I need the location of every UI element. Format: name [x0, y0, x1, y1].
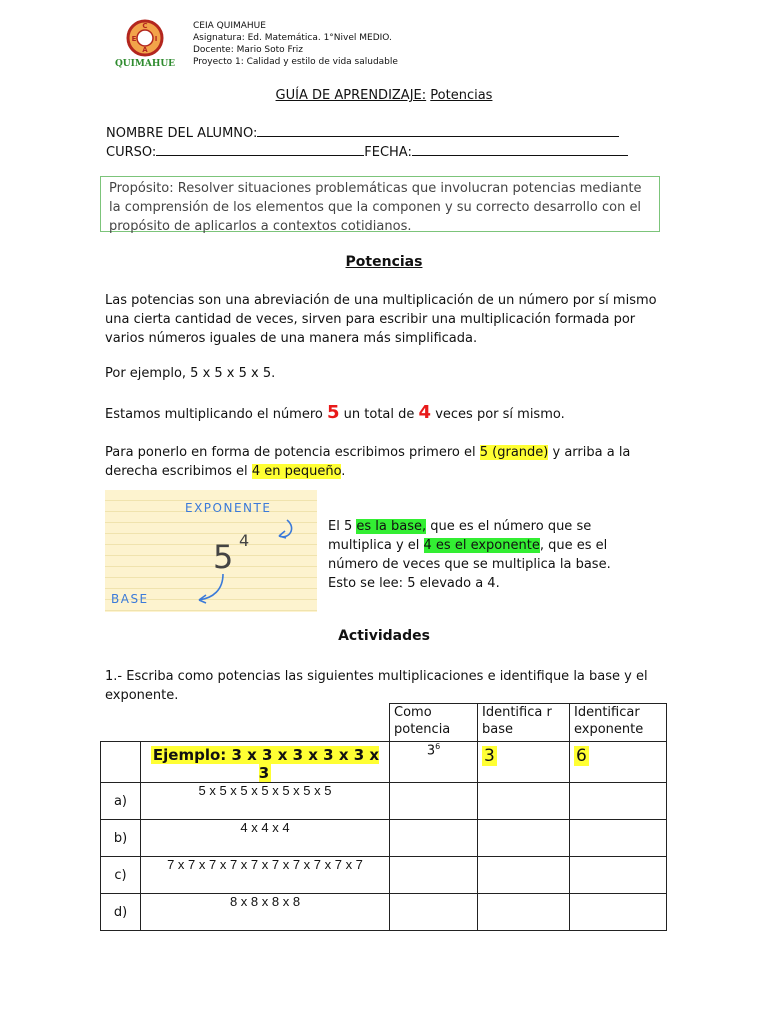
explanation-highlight-exponent: 4 es el exponente [423, 538, 540, 553]
header-teacher: Docente: Mario Soto Friz [193, 45, 303, 55]
table-row-example [101, 742, 667, 783]
activity-table [100, 703, 667, 931]
purpose-box: Propósito: Resolver situaciones problemáticas que involucran potencias mediante la comprensión de los elementos que la componen y su correcto desarrollo con el propósito de aplicarlos a contextos cotidianos. [100, 176, 660, 232]
row-letter: d) [101, 894, 141, 931]
header-subject: Asignatura: Ed. Matemática. 1°Nivel MEDIO. [193, 33, 392, 43]
mult-text-1: Estamos multiplicando el número [105, 407, 323, 422]
answer-base-cell[interactable] [478, 783, 570, 820]
row-expression: 4 x 4 x 4 [141, 820, 390, 857]
table-row [101, 894, 667, 931]
intro-paragraph: Las potencias son una abreviación de una multiplicación de un número por sí mismo una cierta cantidad de veces, sirven para escribir una multiplicación formada por varios números iguales de una manera más simplificada. [105, 293, 657, 346]
row-expression: 8 x 8 x 8 x 8 [141, 894, 390, 931]
row-expression: 7 x 7 x 7 x 7 x 7 x 7 x 7 x 7 x 7 x 7 [141, 857, 390, 894]
school-logo [112, 18, 178, 68]
course-label: CURSO: [106, 145, 157, 160]
activity-instruction: 1.- Escriba como potencias las siguientes multiplicaciones e identifique la base y el exponente. [105, 669, 648, 703]
example-exponent: 6 [576, 746, 587, 766]
table-row [101, 857, 667, 894]
answer-base-cell[interactable] [478, 820, 570, 857]
answer-power-cell[interactable] [390, 857, 478, 894]
guide-title-prefix: GUÍA DE APRENDIZAJE: [275, 88, 427, 103]
section-heading-potencias: Potencias [345, 254, 423, 270]
logo-letter-e: E [131, 35, 137, 43]
course-date-line[interactable] [106, 143, 628, 160]
row-letter: b) [101, 820, 141, 857]
table-row [101, 783, 667, 820]
header-school: CEIA QUIMAHUE [193, 21, 266, 31]
answer-exponent-cell[interactable] [570, 894, 667, 931]
answer-exponent-cell[interactable] [570, 783, 667, 820]
exponent-digit: 4 [239, 531, 250, 550]
form-text-1: Para ponerlo en forma de potencia escribimos primero el [105, 445, 476, 460]
example-line: Por ejemplo, 5 x 5 x 5 x 5. [105, 366, 276, 381]
form-text-2: y arriba a la derecha escribimos el [105, 445, 631, 479]
form-highlight-base: 5 (grande) [479, 445, 549, 460]
table-row [101, 820, 667, 857]
student-name-label: NOMBRE DEL ALUMNO: [106, 126, 258, 141]
row-letter: c) [101, 857, 141, 894]
logo-letter-i: I [154, 35, 158, 43]
logo-letter-c: C [142, 22, 148, 30]
multiplication-sentence [105, 403, 665, 424]
base-label: BASE [111, 592, 149, 606]
mult-base: 5 [327, 402, 340, 423]
mult-times: 4 [418, 402, 432, 423]
explanation-highlight-base: es la base, [356, 519, 427, 534]
answer-power-cell[interactable] [390, 783, 478, 820]
answer-power-cell[interactable] [390, 820, 478, 857]
example-base: 3 [484, 746, 495, 766]
logo-letter-a: A [142, 46, 148, 54]
mult-text-3: veces por sí mismo. [435, 407, 565, 422]
student-name-blank[interactable] [257, 124, 619, 137]
explanation-text-1: El 5 [328, 519, 353, 534]
base-digit: 5 [213, 538, 234, 576]
student-name-line[interactable] [106, 124, 619, 141]
base-exponent-explanation [328, 517, 658, 593]
date-blank[interactable] [412, 143, 628, 156]
mult-text-2: un total de [343, 407, 415, 422]
answer-base-cell[interactable] [478, 894, 570, 931]
explanation-text-3: , que es el número de veces que se multiplica la base. [328, 538, 611, 572]
header-project: Proyecto 1: Calidad y estilo de vida saludable [193, 57, 398, 67]
answer-base-cell[interactable] [478, 857, 570, 894]
table-header-row [101, 704, 667, 742]
header-identificar-base: Identifica r base [478, 704, 570, 742]
answer-exponent-cell[interactable] [570, 857, 667, 894]
row-letter: a) [101, 783, 141, 820]
guide-title-topic: Potencias [430, 88, 493, 103]
section-heading-actividades: Actividades [338, 628, 430, 644]
header-como-potencia: Como potencia [390, 704, 478, 742]
row-expression: 5 x 5 x 5 x 5 x 5 x 5 x 5 [141, 783, 390, 820]
course-blank[interactable] [156, 143, 364, 156]
exponent-label: EXPONENTE [185, 501, 272, 515]
example-label: Ejemplo: 3 x 3 x 3 x 3 x 3 x 3 [152, 746, 380, 782]
example-power [390, 742, 478, 783]
date-label: FECHA: [364, 145, 412, 160]
guide-title [0, 88, 768, 103]
power-illustration [105, 490, 317, 612]
answer-power-cell[interactable] [390, 894, 478, 931]
example-power-exp: 6 [435, 742, 441, 751]
explanation-reading: Esto se lee: 5 elevado a 4. [328, 576, 500, 591]
answer-exponent-cell[interactable] [570, 820, 667, 857]
explanation-text-2: que es el número que se multiplica y el [328, 519, 592, 553]
form-text-3: . [341, 464, 346, 479]
logo-text: QUIMAHUE [114, 59, 176, 68]
example-power-base: 3 [426, 743, 436, 759]
header-identificar-exponente: Identificar exponente [570, 704, 667, 742]
power-form-paragraph [105, 443, 665, 481]
form-highlight-exponent: 4 en pequeño [251, 464, 342, 479]
